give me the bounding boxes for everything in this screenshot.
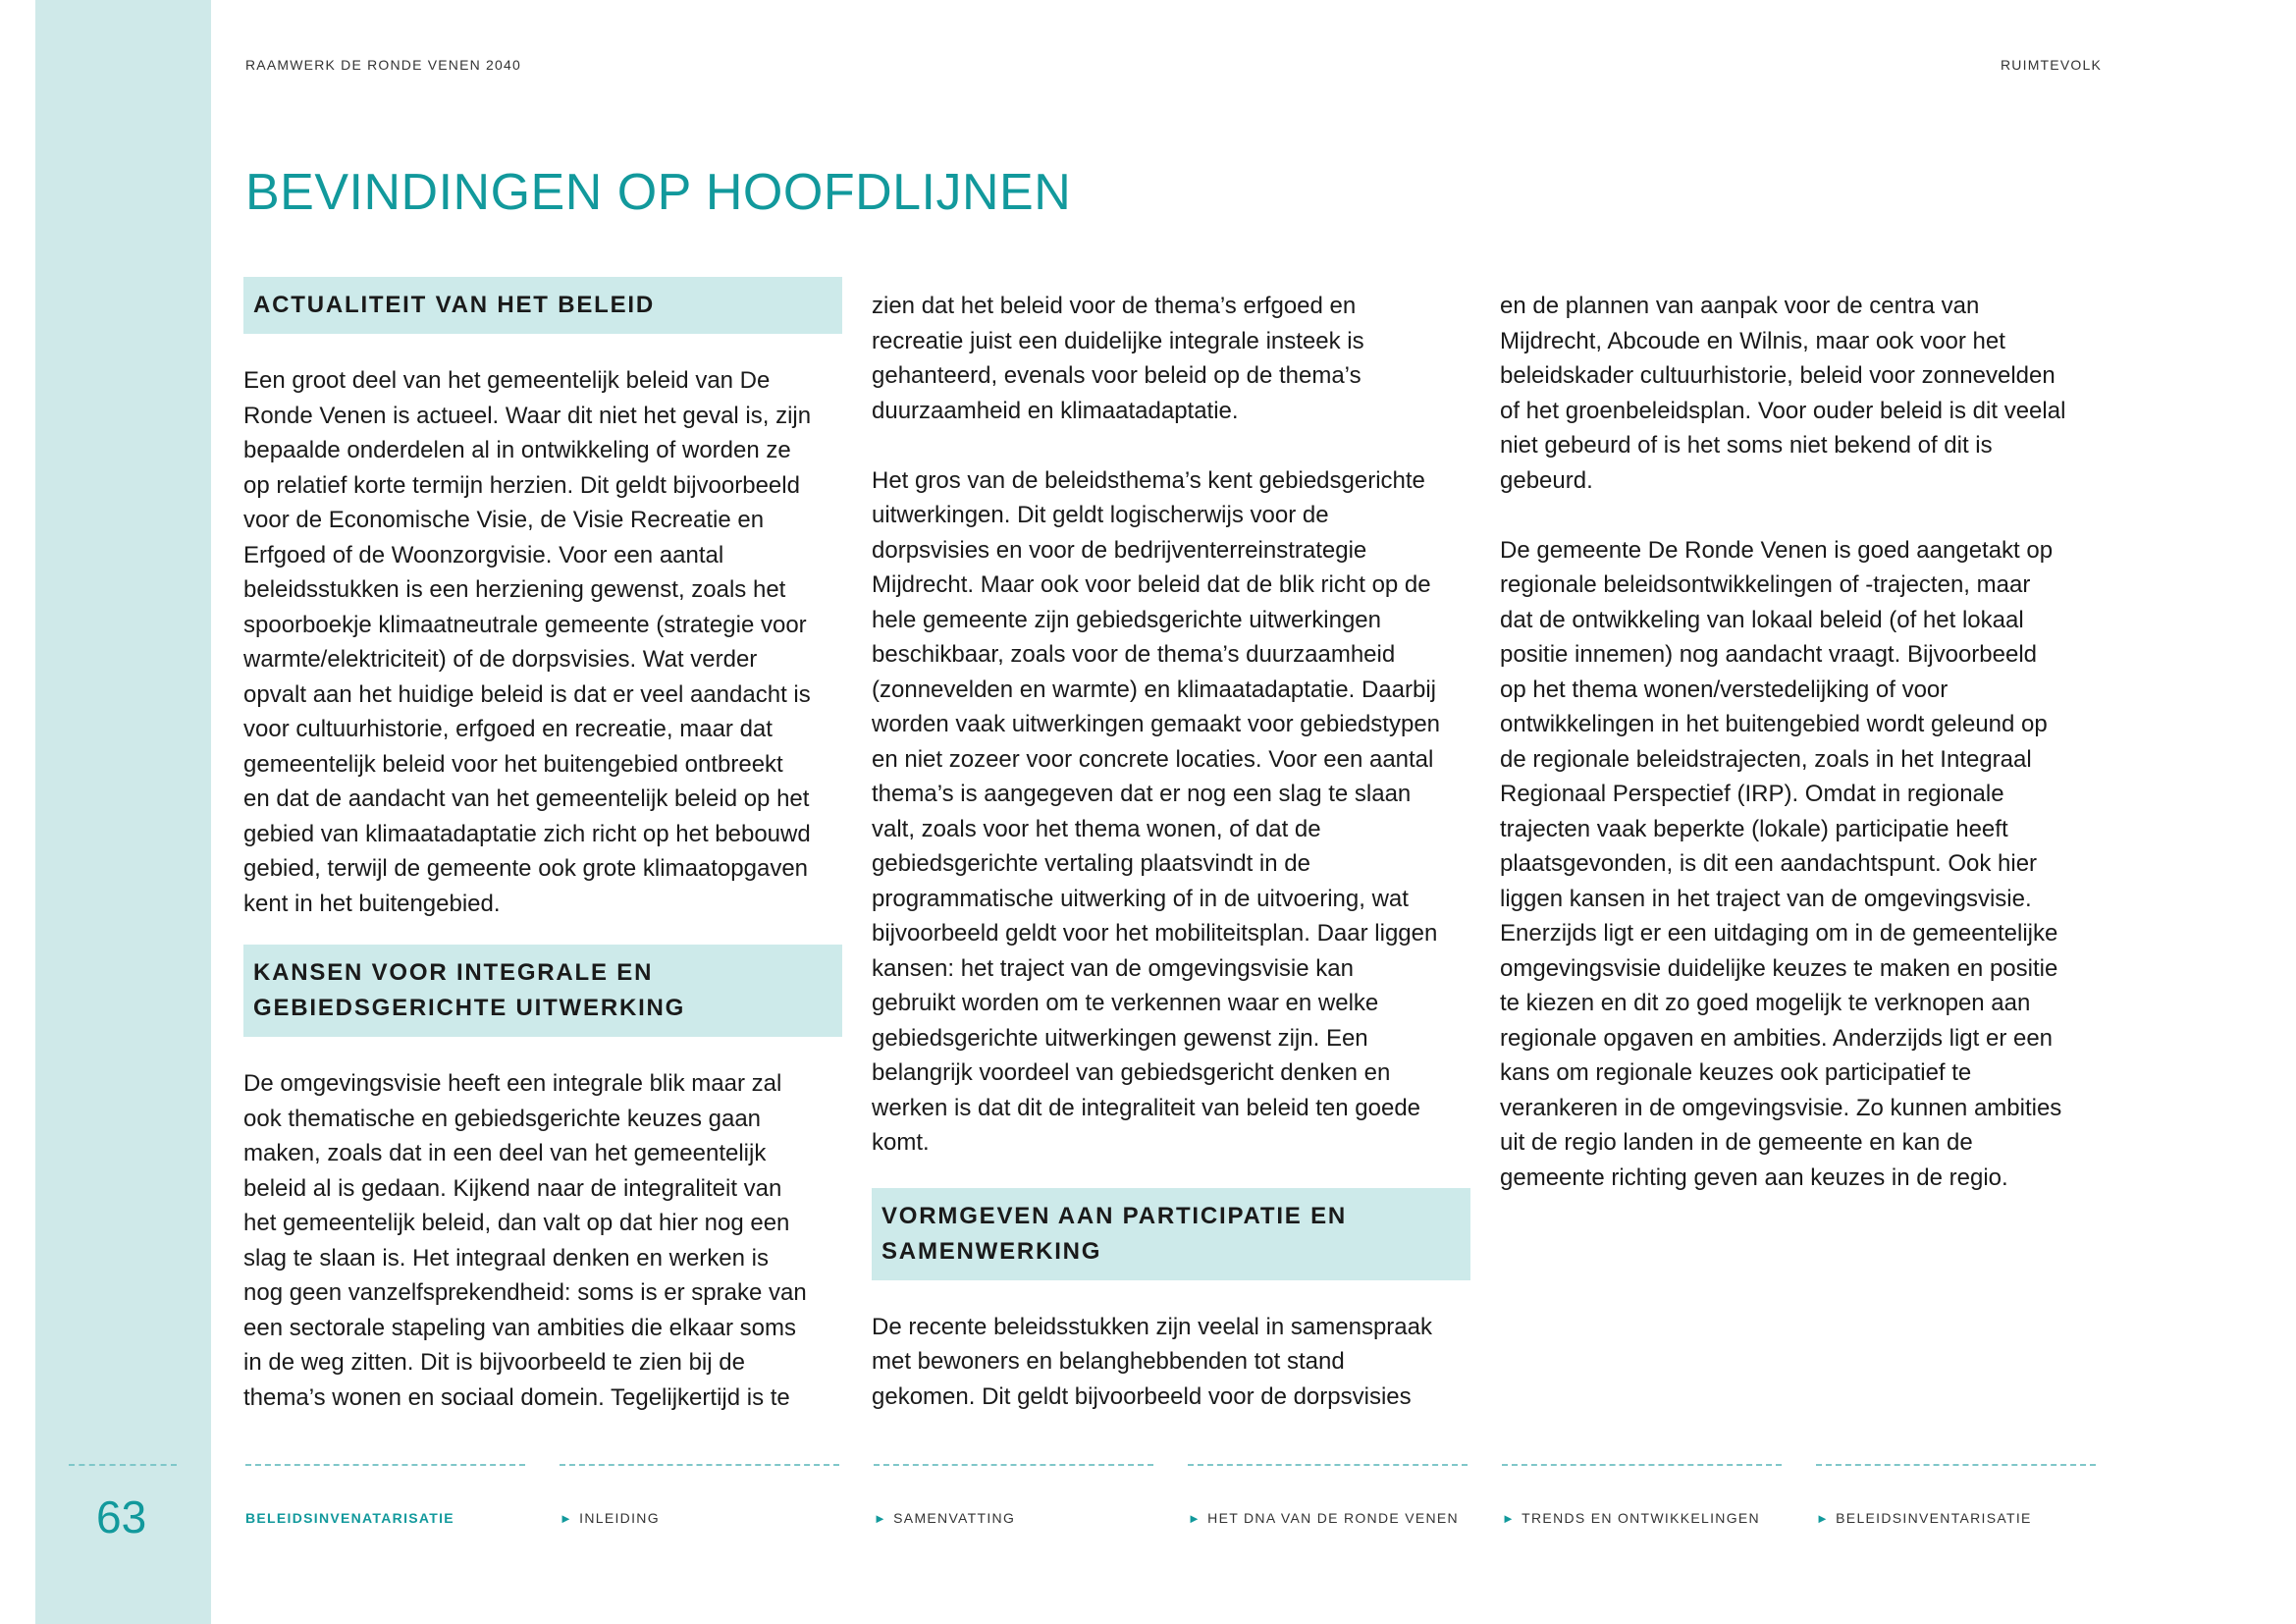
footer-divider-4	[1188, 1464, 1468, 1466]
section-heading-actualiteit: ACTUALITEIT VAN HET BELEID	[243, 277, 842, 334]
paragraph-actualiteit: Een groot deel van het gemeentelijk beleid van De Ronde Venen is actueel. Waar dit niet het geval is, zijn bepaalde onderdelen al in ontwikkeling of worden ze op relatief korte termijn herzien. Dit geldt bijvoorbeeld voor de Economische Visie, de Visie Recreatie en Erfgoed of de Woonzorgvisie. Voor een aantal beleidsstukken is een herziening gewenst, zoals het spoorboekje klimaatneutrale gemeente (strategie voor warmte/elektriciteit) of de dorpsvisies. Wat verder opvalt aan het huidige beleid is dat er veel aandacht is voor cultuurhistorie, erfgoed en recreatie, maar dat gemeentelijk beleid voor het buitengebied ontbreekt en dat de aandacht van het gemeentelijk beleid op het gebied van klimaatadaptatie zich richt op het bebouwd gebied, terwijl de gemeente ook grote klimaatopgaven kent in het buitengebied.	[243, 367, 812, 917]
section-heading-participatie: VORMGEVEN AAN PARTICIPATIE EN SAMENWERKING	[872, 1188, 1470, 1280]
footer-current-section: BELEIDSINVENATARISATIE	[245, 1510, 454, 1526]
page-title: BEVINDINGEN OP HOOFDLIJNEN	[245, 164, 1072, 221]
paragraph-regionaal: De gemeente De Ronde Venen is goed aangetakt op regionale beleidsontwikkelingen of -trajecten, maar dat de ontwikkeling van lokaal beleid (of het lokaal positie innemen) nog aandacht vraagt. Bijvoorbeeld op het thema wonen/verstedelijking of voor ontwikkelingen in het buitengebied wordt geleund op de regionale beleidstrajecten, zoals in het Integraal Regionaal Perspectief (IRP). Omdat in regionale trajecten vaak beperkte (lokale) participatie heeft plaatsgevonden, is dit een aandachtspunt. Ook hier liggen kansen in het traject van de omgevingsvisie. Enerzijds ligt er een uitdaging om in de gemeentelijke omgevingsvisie duidelijke keuzes te maken en positie te kiezen en dit zo goed mogelijk te verknopen aan regionale opgaven en ambities. Anderzijds ligt er een kans om regionale keuzes ook participatief te verankeren in de omgevingsvisie. Zo kunnen ambities uit de regio landen in de gemeente en kan de gemeente richting geven aan keuzes in de regio.	[1500, 536, 2062, 1191]
paragraph-kansen: De omgevingsvisie heeft een integrale blik maar zal ook thematische en gebiedsgerichte keuzes gaan maken, zoals dat in een deel van het gemeentelijk beleid al is gedaan. Kijkend naar de integraliteit van het gemeentelijk beleid, dan valt op dat hier nog een slag te slaan is. Het integraal denken en werken is nog geen vanzelfsprekendheid: soms is er sprake van een sectorale stapeling van ambities die elkaar soms in de weg zitten. Dit is bijvoorbeeld te zien bij de thema’s wonen en sociaal domein. Tegelijkertijd is te	[243, 1070, 807, 1411]
triangle-right-icon: ►	[1188, 1511, 1202, 1526]
triangle-right-icon: ►	[1502, 1511, 1517, 1526]
column-3	[1500, 277, 2099, 1195]
footer-nav-label: SAMENVATTING	[893, 1510, 1016, 1526]
footer-divider-5	[1502, 1464, 1782, 1466]
paragraph-integraal-vervolg: zien dat het beleid voor de thema’s erfgoed en recreatie juist een duidelijke integrale insteek is gehanteerd, evenals voor beleid op de thema’s duurzaamheid en klimaatadaptatie.	[872, 293, 1364, 424]
paragraph-gebiedsgericht: Het gros van de beleidsthema’s kent gebiedsgerichte uitwerkingen. Dit geldt logischerwijs voor de dorpsvisies en voor de bedrijventerreinstrategie Mijdrecht. Maar ook voor beleid dat de blik richt op de hele gemeente zijn gebiedsgerichte uitwerkingen beschikbaar, zoals voor de thema’s duurzaamheid (zonnevelden en warmte) en klimaatadaptatie. Daarbij worden vaak uitwerkingen gemaakt voor gebiedstypen en niet zozeer voor concrete locaties. Voor een aantal thema’s is aangegeven dat er nog een slag te slaan valt, zoals voor het thema wonen, of dat de gebiedsgerichte vertaling plaatsvindt in de programmatische uitwerking of in de uitvoering, wat bijvoorbeeld geldt voor het mobiliteitsplan. Daar liggen kansen: het traject van de omgevingsvisie kan gebruikt worden om te verkennen waar en welke gebiedsgerichte uitwerkingen gewenst zijn. Een belangrijk voordeel van gebiedsgericht denken en werken is dat dit de integraliteit van beleid ten goede komt.	[872, 466, 1441, 1156]
footer-nav-beleidsinventarisatie[interactable]	[1816, 1510, 2032, 1526]
footer-nav-label: HET DNA VAN DE RONDE VENEN	[1207, 1510, 1459, 1526]
triangle-right-icon: ►	[560, 1511, 574, 1526]
section-heading-kansen: KANSEN VOOR INTEGRALE EN GEBIEDSGERICHTE UITWERKING	[243, 945, 842, 1037]
footer-nav-dna[interactable]	[1188, 1510, 1459, 1526]
footer-nav-label: BELEIDSINVENTARISATIE	[1836, 1510, 2032, 1526]
footer-divider-sidebar	[69, 1464, 177, 1466]
footer-nav-label: INLEIDING	[579, 1510, 660, 1526]
footer-nav-samenvatting[interactable]	[874, 1510, 1015, 1526]
author-header: RUIMTEVOLK	[2000, 57, 2102, 73]
paragraph-participatie-vervolg: en de plannen van aanpak voor de centra van Mijdrecht, Abcoude en Wilnis, maar ook voor het beleidskader cultuurhistorie, beleid voor zonnevelden of het groenbeleidsplan. Voor ouder beleid is dit veelal niet gebeurd of is het soms niet bekend of dit is gebeurd.	[1500, 293, 2066, 494]
triangle-right-icon: ►	[1816, 1511, 1831, 1526]
column-1	[243, 277, 842, 1415]
page-number: 63	[96, 1491, 147, 1543]
footer-divider-3	[874, 1464, 1153, 1466]
document-title-header: RAAMWERK DE RONDE VENEN 2040	[245, 57, 521, 73]
footer-nav-label: TRENDS EN ONTWIKKELINGEN	[1522, 1510, 1760, 1526]
footer-divider-6	[1816, 1464, 2096, 1466]
footer-nav-inleiding[interactable]	[560, 1510, 660, 1526]
sidebar-band	[35, 0, 211, 1624]
column-2	[872, 277, 1470, 1414]
footer-divider-1	[245, 1464, 525, 1466]
footer-nav-trends[interactable]	[1502, 1510, 1760, 1526]
footer-divider-2	[560, 1464, 839, 1466]
triangle-right-icon: ►	[874, 1511, 888, 1526]
paragraph-participatie: De recente beleidsstukken zijn veelal in samenspraak met bewoners en belanghebbenden tot stand gekomen. Dit geldt bijvoorbeeld voor de dorpsvisies	[872, 1313, 1432, 1410]
